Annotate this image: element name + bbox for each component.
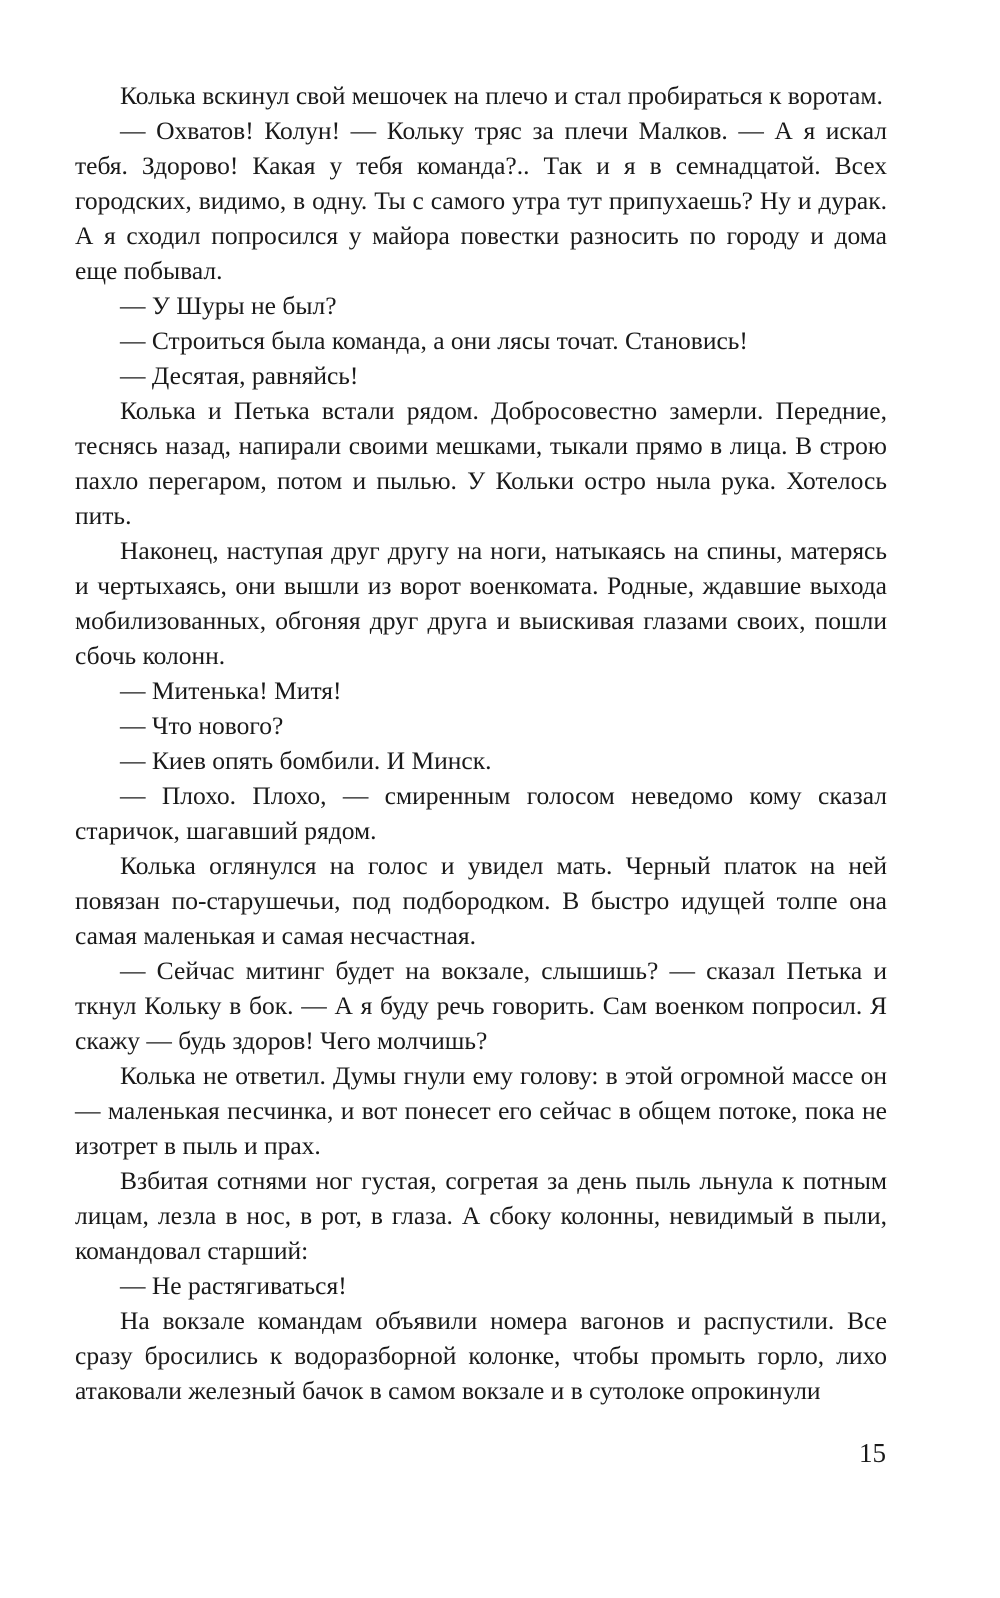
paragraph-1: Колька вскинул свой мешочек на плечо и стал пробираться к воротам. [120,81,883,110]
paragraph-9: — Что нового? [120,711,284,740]
page-number: 15 [859,1438,886,1468]
paragraph-16: — Не растягиваться! [120,1271,347,1300]
paragraph-4: — Строиться была команда, а они лясы точат. Становись! [120,326,748,355]
paragraph-7: Наконец, наступая друг другу на ноги, натыкаясь на спины, матерясь и чертыхаясь, они вышли из ворот военкомата. Родные, ждавшие выхода мобилизованных, обгоняя друг друга и выискивая глазами своих, пошли сбочь колонн. [75,536,887,670]
paragraph-17: На вокзале командам объявили номера вагонов и распустили. Все сразу бросились к водоразборной колонке, чтобы промыть горло, лихо атаковали железный бачок в самом вокзале и в сутолоке опрокинули [75,1306,887,1405]
paragraph-2: — Охватов! Колун! — Кольку тряс за плечи Малков. — А я искал тебя. Здорово! Какая у тебя команда?.. Так и я в семнадцатой. Всех городских, видимо, в одну. Ты с самого утра тут припухаешь? Ну и дурак. А я сходил попросился у майора повестки разносить по городу и дома еще побывал. [75,116,887,285]
paragraph-6: Колька и Петька встали рядом. Добросовестно замерли. Передние, теснясь назад, напирали своими мешками, тыкали прямо в лица. В строю пахло перегаром, потом и пылью. У Кольки остро ныла рука. Хотелось пить. [75,396,887,530]
paragraph-13: — Сейчас митинг будет на вокзале, слышишь? — сказал Петька и ткнул Кольку в бок. — А я буду речь говорить. Сам военком попросил. Я скажу — будь здоров! Чего молчишь? [75,956,887,1055]
paragraph-11: — Плохо. Плохо, — смиренным голосом неведомо кому сказал старичок, шагавший рядом. [75,781,887,845]
paragraph-15: Взбитая сотнями ног густая, согретая за день пыль льнула к потным лицам, лезла в нос, в рот, в глаза. А сбоку колонны, невидимый в пыли, командовал старший: [75,1166,887,1265]
page-body-text [75,78,887,1408]
paragraph-10: — Киев опять бомбили. И Минск. [120,746,492,775]
paragraph-8: — Митенька! Митя! [120,676,342,705]
paragraph-14: Колька не ответил. Думы гнули ему голову: в этой огромной массе он — маленькая песчинка, и вот понесет его сейчас в общем потоке, пока не изотрет в пыль и прах. [75,1061,887,1160]
paragraph-5: — Десятая, равняйсь! [120,361,359,390]
paragraph-12: Колька оглянулся на голос и увидел мать. Черный платок на ней повязан по-старушечьи, под подбородком. В быстро идущей толпе она самая маленькая и самая несчастная. [75,851,887,950]
paragraph-3: — У Шуры не был? [120,291,337,320]
